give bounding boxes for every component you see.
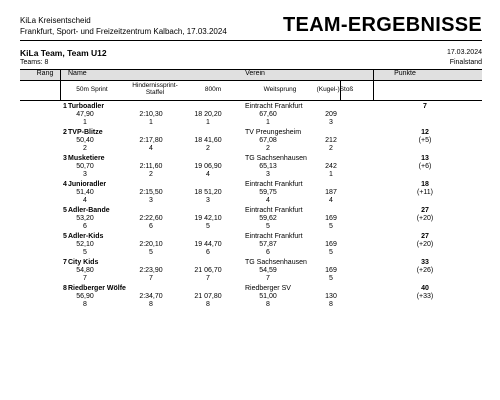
result-800m: 21 07,80 [194, 293, 222, 300]
col-name: Name [68, 70, 87, 77]
points-diff: (+20) [416, 215, 434, 222]
hindernis-rank: 7 [149, 275, 153, 282]
hindernis-rank: 1 [149, 119, 153, 126]
stoss-rank: 2 [329, 145, 333, 152]
stoss-result: 130 [325, 293, 337, 300]
sprint-rank: 5 [83, 249, 87, 256]
team-name: Adler-Kids [68, 233, 104, 240]
points: 12 [421, 129, 429, 136]
col-rang: Rang [36, 70, 54, 77]
stoss-rank: 5 [329, 275, 333, 282]
result-800m: 21 06,70 [194, 267, 222, 274]
hindernis-result: 2:10,30 [139, 111, 163, 118]
hindernis-rank: 8 [149, 301, 153, 308]
hindernis-rank: 3 [149, 197, 153, 204]
status-label: Finalstand [449, 59, 482, 66]
result-800m: 19 44,70 [194, 241, 222, 248]
team-name: Junioradler [68, 181, 107, 188]
club-name: Eintracht Frankfurt [245, 207, 303, 214]
weitsprung-result: 51,00 [259, 293, 277, 300]
points-diff: (+5) [418, 137, 432, 144]
weitsprung-rank: 2 [266, 145, 270, 152]
sprint-result: 53,20 [76, 215, 94, 222]
points-diff: (+11) [416, 189, 434, 196]
team-name: Riedberger Wölfe [68, 285, 126, 292]
rank-800m: 5 [206, 223, 210, 230]
team-title: KiLa Team, Team U12 [20, 48, 107, 58]
stoss-rank: 4 [329, 197, 333, 204]
stoss-result: 209 [325, 111, 337, 118]
weitsprung-result: 57,87 [259, 241, 277, 248]
weitsprung-rank: 4 [266, 197, 270, 204]
hindernis-result: 2:17,80 [139, 137, 163, 144]
stoss-rank: 3 [329, 119, 333, 126]
col-verein: Verein [245, 70, 265, 77]
stoss-result: 187 [325, 189, 337, 196]
stoss-rank: 5 [329, 223, 333, 230]
team-name: City Kids [68, 259, 99, 266]
points-diff: (+33) [416, 293, 434, 300]
result-800m: 19 06,90 [194, 163, 222, 170]
rank-800m: 1 [206, 119, 210, 126]
team-name: Musketiere [68, 155, 105, 162]
table-row [20, 259, 482, 286]
stoss-result: 169 [325, 215, 337, 222]
divider [373, 70, 374, 100]
club-name: TV Preungesheim [245, 129, 302, 136]
points-diff: (+20) [416, 241, 434, 248]
table-row [20, 155, 482, 182]
weitsprung-rank: 3 [266, 171, 270, 178]
table-row [20, 181, 482, 208]
sprint-rank: 6 [83, 223, 87, 230]
club-name: TG Sachsenhausen [245, 259, 307, 266]
table-row [20, 233, 482, 260]
sprint-rank: 2 [83, 145, 87, 152]
stoss-rank: 1 [329, 171, 333, 178]
sprint-result: 52,10 [76, 241, 94, 248]
sprint-result: 50,70 [76, 163, 94, 170]
rank: 1 [63, 103, 67, 110]
stoss-result: 169 [325, 267, 337, 274]
hindernis-result: 2:22,60 [139, 215, 163, 222]
col-weitsprung: Weitsprung [263, 86, 297, 93]
hindernis-result: 2:34,70 [139, 293, 163, 300]
result-800m: 18 51,20 [194, 189, 222, 196]
stoss-result: 169 [325, 241, 337, 248]
rank-800m: 2 [206, 145, 210, 152]
hindernis-rank: 4 [149, 145, 153, 152]
stoss-rank: 8 [329, 301, 333, 308]
report-date: 17.03.2024 [446, 49, 482, 56]
rank: 4 [63, 181, 67, 188]
points: 40 [421, 285, 429, 292]
club-name: Eintracht Frankfurt [245, 233, 303, 240]
rank-800m: 4 [206, 171, 210, 178]
stoss-result: 212 [325, 137, 337, 144]
team-name: Turboadler [68, 103, 105, 110]
rank: 2 [63, 129, 67, 136]
weitsprung-rank: 8 [266, 301, 270, 308]
rank: 5 [63, 233, 67, 240]
teams-count: Teams: 8 [20, 59, 49, 66]
rank-800m: 6 [206, 249, 210, 256]
sprint-result: 50,40 [76, 137, 94, 144]
points-diff: (+6) [418, 163, 432, 170]
weitsprung-rank: 7 [266, 275, 270, 282]
club-name: Eintracht Frankfurt [245, 181, 303, 188]
page-title: TEAM-ERGEBNISSE [283, 14, 482, 36]
hindernis-rank: 6 [149, 223, 153, 230]
sprint-rank: 4 [83, 197, 87, 204]
weitsprung-result: 54,59 [259, 267, 277, 274]
rank: 8 [63, 285, 67, 292]
rank-800m: 7 [206, 275, 210, 282]
col-hindernissprint-staffel: Hindernissprint-Staffel [132, 82, 178, 96]
sprint-result: 47,90 [76, 111, 94, 118]
rank-800m: 3 [206, 197, 210, 204]
club-name: Riedberger SV [245, 285, 291, 292]
weitsprung-rank: 6 [266, 249, 270, 256]
table-row [20, 103, 482, 130]
col-punkte: Punkte [394, 70, 416, 77]
weitsprung-result: 65,13 [259, 163, 277, 170]
club-name: TG Sachsenhausen [245, 155, 307, 162]
venue-line: Frankfurt, Sport- und Freizeitzentrum Kalbach, 17.03.2024 [20, 27, 227, 36]
org-name: KiLa Kreisentscheid [20, 16, 91, 25]
points: 27 [421, 207, 429, 214]
sprint-rank: 3 [83, 171, 87, 178]
sprint-rank: 1 [83, 119, 87, 126]
points: 27 [421, 233, 429, 240]
rank: 3 [63, 155, 67, 162]
rank: 7 [63, 259, 67, 266]
team-name: Adler-Bande [68, 207, 110, 214]
divider [60, 70, 61, 100]
hindernis-result: 2:20,10 [139, 241, 163, 248]
hindernis-result: 2:15,50 [139, 189, 163, 196]
weitsprung-result: 67,08 [259, 137, 277, 144]
team-name: TVP-Blitze [68, 129, 103, 136]
col-50m-sprint: 50m Sprint [76, 86, 108, 93]
weitsprung-result: 59,62 [259, 215, 277, 222]
sprint-result: 56,90 [76, 293, 94, 300]
sprint-result: 51,40 [76, 189, 94, 196]
table-row [20, 207, 482, 234]
weitsprung-rank: 1 [266, 119, 270, 126]
header-rule [20, 40, 482, 41]
hindernis-rank: 2 [149, 171, 153, 178]
sprint-rank: 8 [83, 301, 87, 308]
points: 18 [421, 181, 429, 188]
result-800m: 18 20,20 [194, 111, 222, 118]
hindernis-rank: 5 [149, 249, 153, 256]
table-row [20, 285, 482, 312]
col-800m: 800m [204, 86, 222, 93]
column-subheader-rule [20, 80, 482, 81]
weitsprung-result: 67,60 [259, 111, 277, 118]
points-diff: (+26) [416, 267, 434, 274]
rank: 5 [63, 207, 67, 214]
sprint-rank: 7 [83, 275, 87, 282]
weitsprung-rank: 5 [266, 223, 270, 230]
result-800m: 18 41,60 [194, 137, 222, 144]
hindernis-result: 2:11,60 [139, 163, 163, 170]
column-header-bottom-rule [20, 100, 482, 101]
points: 33 [421, 259, 429, 266]
stoss-result: 242 [325, 163, 337, 170]
club-name: Eintracht Frankfurt [245, 103, 303, 110]
points: 13 [421, 155, 429, 162]
col-kugelstoss: (Kugel-)Stoß [316, 86, 354, 93]
hindernis-result: 2:23,90 [139, 267, 163, 274]
table-row [20, 129, 482, 156]
result-800m: 19 42,10 [194, 215, 222, 222]
points: 7 [423, 103, 427, 110]
sprint-result: 54,80 [76, 267, 94, 274]
stoss-rank: 5 [329, 249, 333, 256]
weitsprung-result: 59,75 [259, 189, 277, 196]
rank-800m: 8 [206, 301, 210, 308]
